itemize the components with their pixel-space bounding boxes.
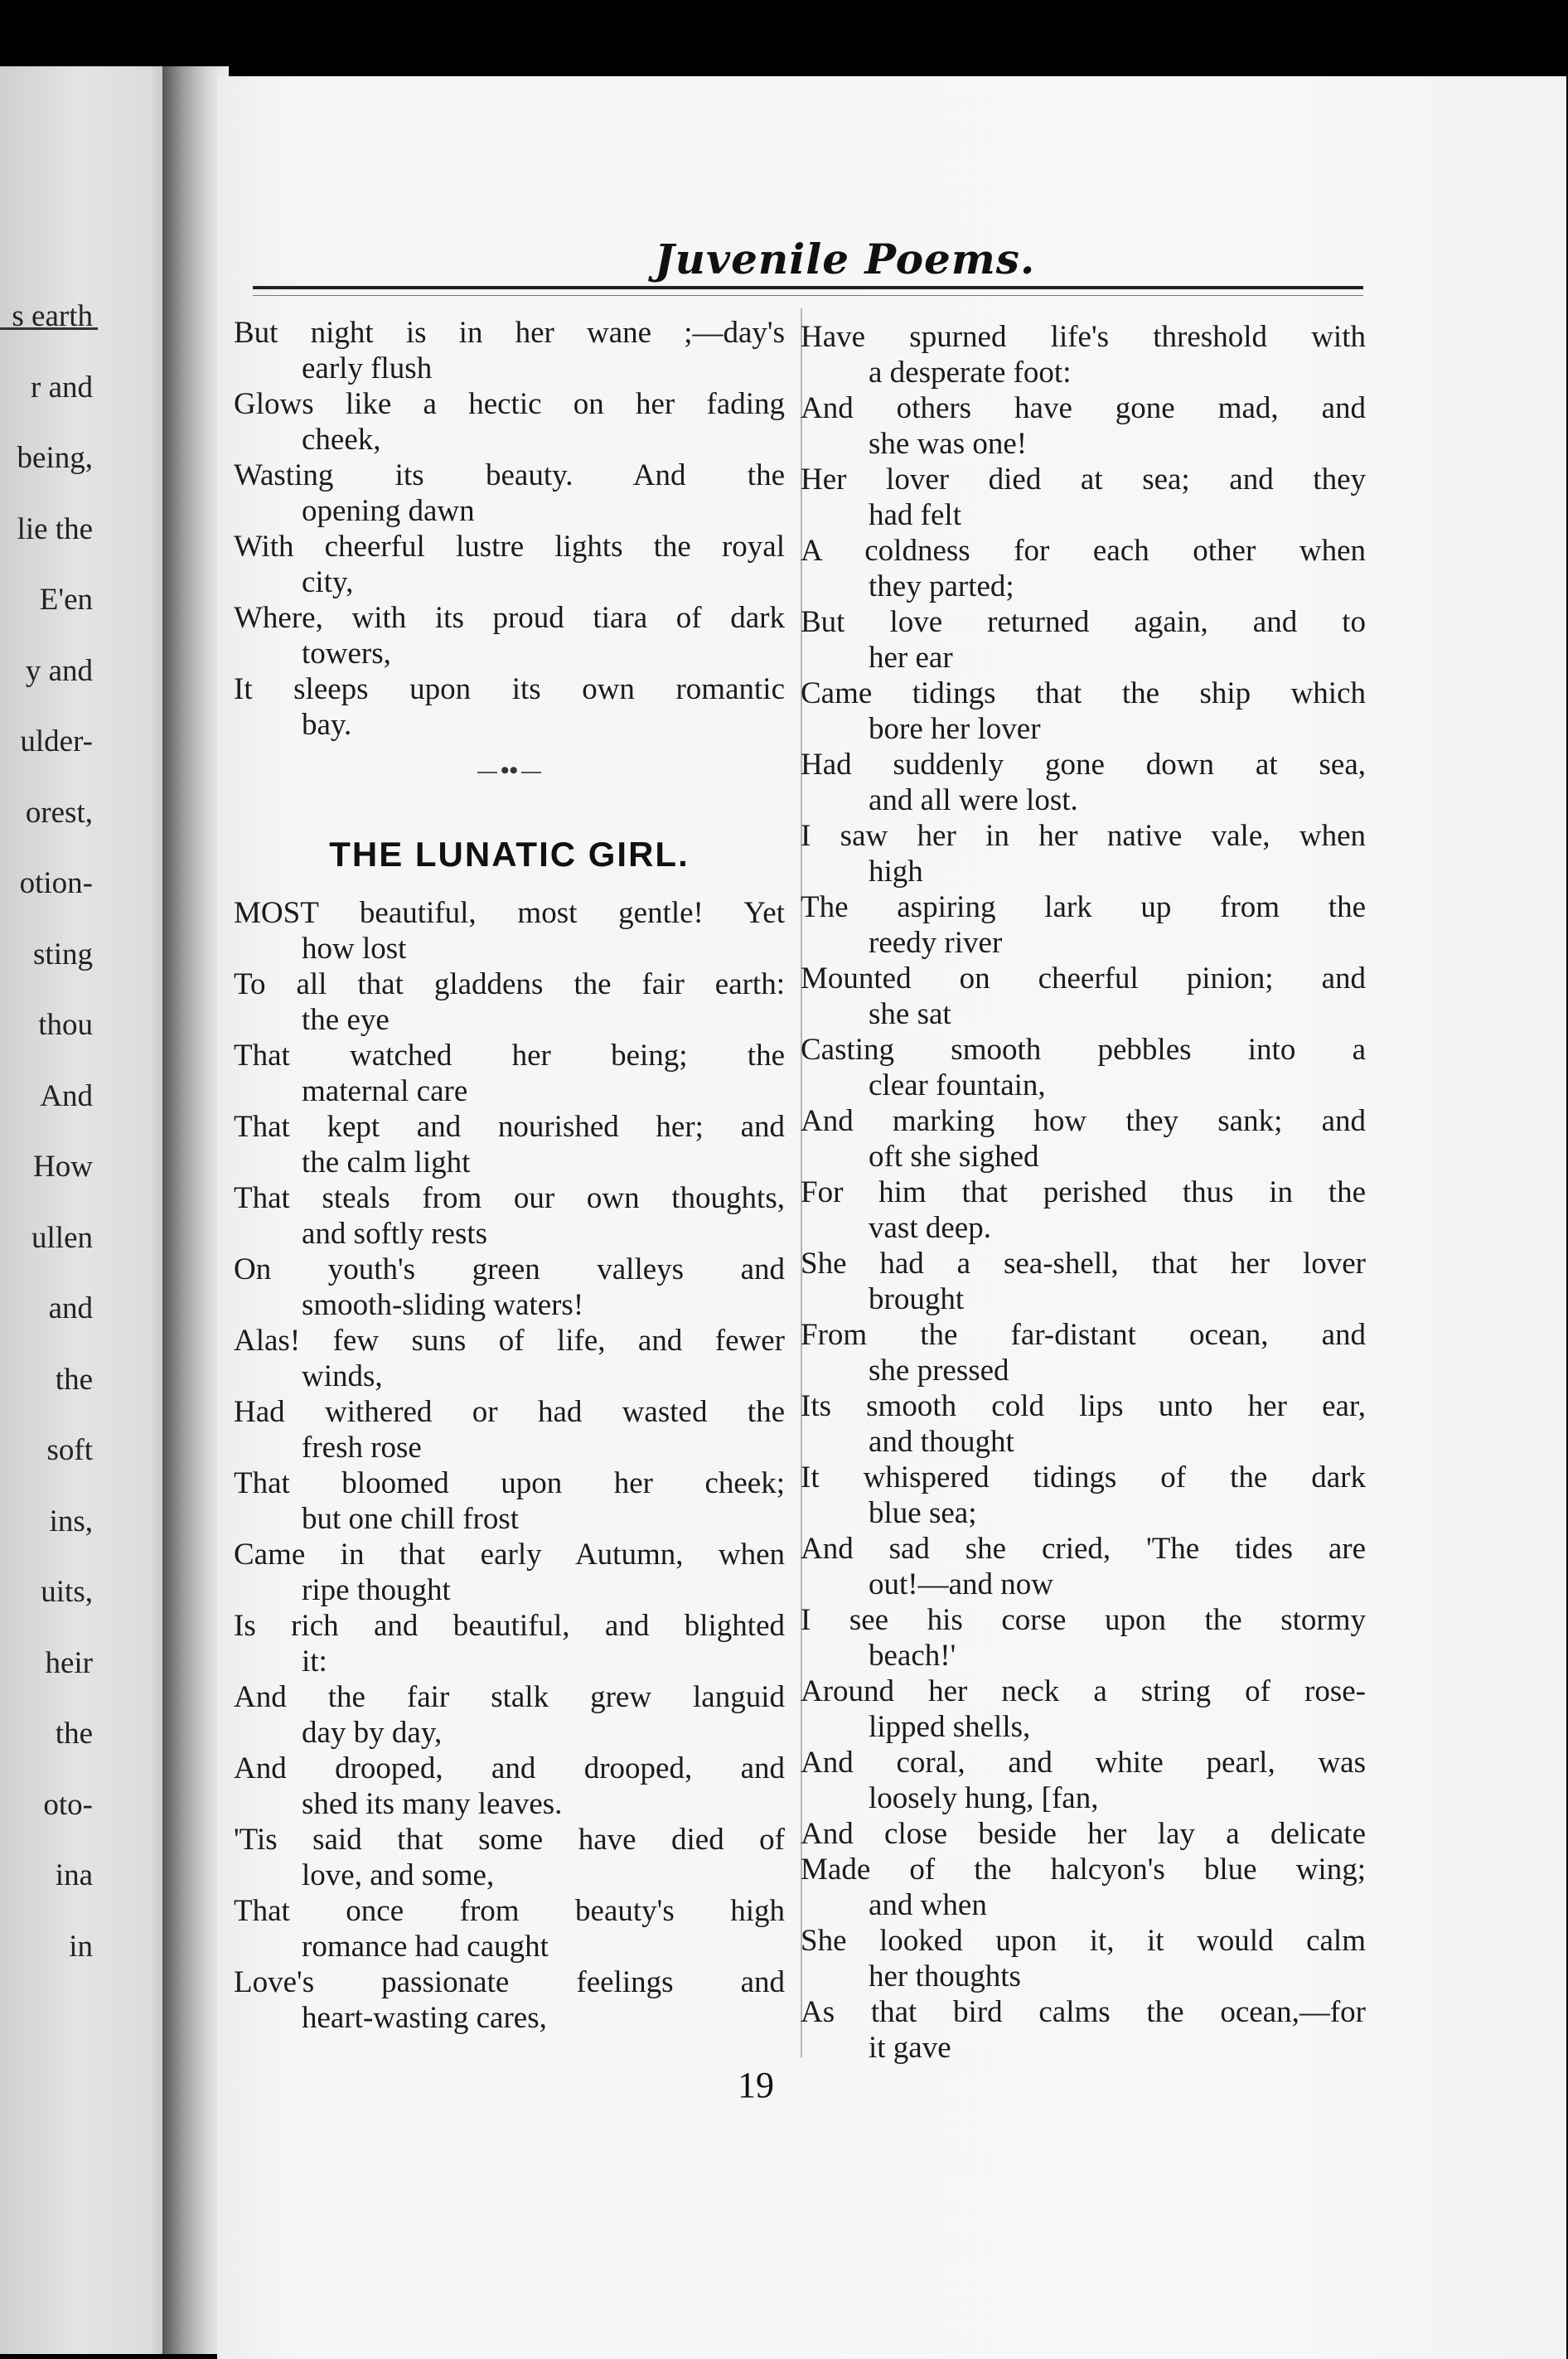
- verse-line: Its smooth cold lips unto her ear,: [801, 1389, 1366, 1423]
- facing-page-fragment: and: [48, 1291, 93, 1325]
- verse-line: Have spurned life's threshold with: [801, 320, 1366, 354]
- verse-line: And drooped, and drooped, and: [234, 1751, 785, 1785]
- verse-line: And sad she cried, 'The tides are: [801, 1532, 1366, 1566]
- facing-page-fragment: soft: [46, 1433, 93, 1467]
- facing-page-fragment: thou: [38, 1008, 93, 1042]
- verse-line-continuation: bore her lover: [869, 712, 1041, 746]
- verse-line-continuation: and softly rests: [302, 1217, 488, 1251]
- verse-line-continuation: bay.: [302, 708, 352, 742]
- verse-line-continuation: and when: [869, 1888, 987, 1922]
- verse-line-continuation: city,: [302, 565, 354, 599]
- verse-line-continuation: she sat: [869, 997, 951, 1031]
- verse-line-continuation: loosely hung, [fan,: [869, 1781, 1099, 1815]
- verse-line: And marking how they sank; and: [801, 1104, 1366, 1138]
- verse-line: As that bird calms the ocean,—for: [801, 1995, 1366, 2029]
- section-ornament: ••: [234, 743, 785, 814]
- verse-line-continuation: they parted;: [869, 569, 1014, 603]
- verse-line: And others have gone mad, and: [801, 391, 1366, 425]
- verse-line: That steals from our own thoughts,: [234, 1181, 785, 1215]
- verse-line: Alas! few suns of life, and fewer: [234, 1324, 785, 1358]
- facing-page-fragment: lie the: [17, 511, 93, 546]
- verse-line: Wasting its beauty. And the: [234, 458, 785, 492]
- verse-line: Had suddenly gone down at sea,: [801, 748, 1366, 782]
- verse-line: And close beside her lay a delicate: [801, 1817, 1366, 1851]
- verse-line: For him that perished thus in the: [801, 1175, 1366, 1209]
- verse-line: Made of the halcyon's blue wing;: [801, 1853, 1366, 1887]
- verse-line: Is rich and beautiful, and blighted: [234, 1609, 785, 1643]
- verse-line: Had withered or had wasted the: [234, 1395, 785, 1429]
- verse-line-continuation: lipped shells,: [869, 1710, 1031, 1744]
- verse-line: But night is in her wane ;—day's: [234, 316, 785, 350]
- verse-line-continuation: a desperate foot:: [869, 356, 1072, 390]
- verse-line-continuation: brought: [869, 1282, 965, 1316]
- previous-poem-ending: [234, 315, 785, 743]
- facing-page-fragment: otion-: [19, 866, 93, 900]
- verse-line-continuation: blue sea;: [869, 1496, 977, 1530]
- verse-line: That kept and nourished her; and: [234, 1110, 785, 1144]
- verse-line-continuation: she was one!: [869, 427, 1028, 461]
- verse-line: It sleeps upon its own romantic: [234, 672, 785, 706]
- verse-line: I see his corse upon the stormy: [801, 1603, 1366, 1637]
- verse-line-continuation: love, and some,: [302, 1858, 495, 1892]
- poem-title: THE LUNATIC GIRL.: [329, 835, 690, 874]
- header-rule-thin: [253, 295, 1363, 296]
- facing-page-fragment: sting: [33, 937, 93, 971]
- facing-page-fragment: y and: [25, 653, 93, 688]
- verse-line-continuation: winds,: [302, 1359, 383, 1393]
- verse-line: Her lover died at sea; and they: [801, 463, 1366, 497]
- verse-line: She had a sea-shell, that her lover: [801, 1247, 1366, 1281]
- facing-page-fragment: And: [40, 1078, 93, 1113]
- verse-line-continuation: beach!': [869, 1639, 956, 1673]
- verse-line-continuation: but one chill frost: [302, 1502, 520, 1536]
- verse-line-continuation: she pressed: [869, 1354, 1009, 1388]
- verse-line: To all that gladdens the fair earth:: [234, 967, 785, 1001]
- verse-line: But love returned again, and to: [801, 605, 1366, 639]
- facing-page-fragment: s earth: [12, 299, 93, 333]
- verse-line: The aspiring lark up from the: [801, 890, 1366, 924]
- verse-line-continuation: clear fountain,: [869, 1068, 1046, 1102]
- verse-line-continuation: high: [869, 855, 923, 889]
- verse-line-continuation: early flush: [302, 351, 433, 385]
- verse-line: She looked upon it, it would calm: [801, 1924, 1366, 1958]
- verse-line: MOST beautiful, most gentle! Yet: [234, 896, 785, 930]
- verse-line: A coldness for each other when: [801, 534, 1366, 568]
- right-column: [801, 319, 1366, 2066]
- page-number: 19: [738, 2065, 774, 2105]
- running-head: Juvenile Poems.: [655, 235, 1036, 283]
- verse-line-continuation: maternal care: [302, 1074, 468, 1108]
- verse-line-continuation: out!—and now: [869, 1567, 1053, 1601]
- facing-page-fragment: orest,: [25, 795, 93, 830]
- verse-line-continuation: smooth-sliding waters!: [302, 1288, 584, 1322]
- facing-page-fragment: the: [55, 1717, 93, 1751]
- left-column: [234, 315, 785, 2036]
- verse-line-continuation: fresh rose: [302, 1431, 422, 1465]
- verse-line: From the far-distant ocean, and: [801, 1318, 1366, 1352]
- facing-page-fragment: E'en: [39, 583, 93, 617]
- verse-line-continuation: romance had caught: [302, 1930, 549, 1964]
- verse-line: Came tidings that the ship which: [801, 676, 1366, 710]
- verse-line-continuation: her thoughts: [869, 1959, 1021, 1993]
- verse-line: That once from beauty's high: [234, 1894, 785, 1928]
- verse-line-continuation: and all were lost.: [869, 783, 1078, 817]
- verse-line: Where, with its proud tiara of dark: [234, 601, 785, 635]
- verse-line-continuation: oft she sighed: [869, 1140, 1039, 1174]
- facing-page-fragment: the: [55, 1362, 93, 1397]
- verse-line-continuation: cheek,: [302, 423, 381, 457]
- verse-line: It whispered tidings of the dark: [801, 1460, 1366, 1494]
- facing-page-fragment: in: [69, 1929, 93, 1964]
- verse-line: With cheerful lustre lights the royal: [234, 530, 785, 564]
- verse-line-continuation: shed its many leaves.: [302, 1787, 563, 1821]
- verse-line: That watched her being; the: [234, 1039, 785, 1073]
- verse-line: That bloomed upon her cheek;: [234, 1466, 785, 1500]
- facing-page-fragment: being,: [17, 441, 93, 475]
- verse-line: 'Tis said that some have died of: [234, 1823, 785, 1857]
- facing-page-fragment: oto-: [43, 1787, 93, 1822]
- verse-line-continuation: her ear: [869, 641, 953, 675]
- verse-line: On youth's green valleys and: [234, 1252, 785, 1286]
- verse-line-continuation: and thought: [869, 1425, 1014, 1459]
- header-rule: [253, 286, 1363, 289]
- verse-line: Glows like a hectic on her fading: [234, 387, 785, 421]
- facing-page-fragment: ina: [55, 1858, 93, 1892]
- verse-line-continuation: day by day,: [302, 1716, 443, 1750]
- verse-line-continuation: the calm light: [302, 1146, 471, 1180]
- verse-line: Love's passionate feelings and: [234, 1965, 785, 1999]
- facing-page-fragment: r and: [31, 370, 93, 404]
- verse-line-continuation: towers,: [302, 637, 391, 671]
- verse-line-continuation: it:: [302, 1645, 327, 1678]
- verse-line-continuation: how lost: [302, 932, 407, 966]
- verse-line: Around her neck a string of rose-: [801, 1674, 1366, 1708]
- facing-page-fragment: heir: [45, 1645, 93, 1680]
- verse-line-continuation: opening dawn: [302, 494, 475, 528]
- verse-line-continuation: had felt: [869, 498, 961, 532]
- verse-line: Casting smooth pebbles into a: [801, 1033, 1366, 1067]
- verse-line-continuation: reedy river: [869, 926, 1003, 960]
- verse-line-continuation: heart-wasting cares,: [302, 2001, 547, 2035]
- poem-text-right: [801, 319, 1366, 2066]
- facing-page-fragment: uits,: [41, 1575, 93, 1609]
- verse-line-continuation: vast deep.: [869, 1211, 991, 1245]
- verse-line: And coral, and white pearl, was: [801, 1746, 1366, 1780]
- verse-line-continuation: the eye: [302, 1003, 390, 1037]
- verse-line: I saw her in her native vale, when: [801, 819, 1366, 853]
- verse-line: Came in that early Autumn, when: [234, 1538, 785, 1572]
- verse-line: And the fair stalk grew languid: [234, 1680, 785, 1714]
- poem-text-left: [234, 895, 785, 2036]
- verse-line-continuation: ripe thought: [302, 1573, 451, 1607]
- verse-line-continuation: it gave: [869, 2031, 951, 2065]
- verse-line: Mounted on cheerful pinion; and: [801, 962, 1366, 995]
- facing-page-fragment: ulder-: [20, 724, 93, 758]
- facing-page-fragment: How: [33, 1150, 93, 1184]
- facing-page-fragment: ins,: [49, 1504, 93, 1538]
- facing-page-fragment: ullen: [31, 1220, 93, 1255]
